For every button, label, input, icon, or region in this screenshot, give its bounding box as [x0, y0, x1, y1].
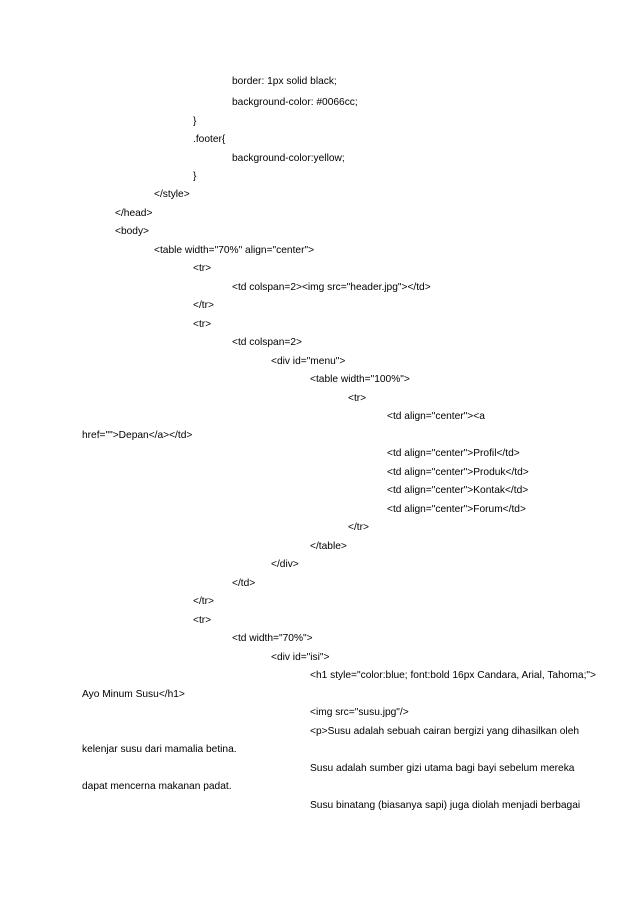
code-line: Susu adalah sumber gizi utama bagi bayi sebelum mereka	[310, 763, 575, 774]
code-line: </head>	[115, 208, 153, 219]
code-line: </tr>	[348, 522, 369, 533]
code-line: <h1 style="color:blue; font:bold 16px Candara, Arial, Tahoma;">	[310, 670, 596, 681]
code-line: <tr>	[193, 615, 212, 626]
code-line: }	[193, 116, 197, 127]
code-line: kelenjar susu dari mamalia betina.	[82, 744, 237, 755]
code-line: </td>	[232, 578, 256, 589]
code-line: </tr>	[193, 300, 214, 311]
code-line: </table>	[310, 541, 347, 552]
code-line: Susu binatang (biasanya sapi) juga diolah menjadi berbagai	[310, 800, 581, 811]
code-line: </style>	[154, 189, 190, 200]
code-line: <img src="susu.jpg"/>	[310, 707, 409, 718]
code-line: Ayo Minum Susu</h1>	[82, 689, 185, 700]
code-line: <div id="isi">	[271, 652, 330, 663]
code-line: </div>	[271, 559, 299, 570]
code-line: dapat mencerna makanan padat.	[82, 781, 232, 792]
code-line: <td align="center"><a	[387, 411, 485, 422]
code-line: <td colspan=2>	[232, 337, 302, 348]
code-line: href="">Depan</a></td>	[82, 430, 193, 441]
code-line: </tr>	[193, 596, 214, 607]
code-line: <td align="center">Produk</td>	[387, 467, 529, 478]
code-line: <table width="100%">	[310, 374, 410, 385]
code-line: background-color: #0066cc;	[232, 97, 358, 108]
code-line: <tr>	[193, 263, 212, 274]
code-line: border: 1px solid black;	[232, 76, 337, 87]
code-line: <body>	[115, 226, 149, 237]
code-line: <table width="70%" align="center">	[154, 245, 315, 256]
code-line: <tr>	[348, 393, 367, 404]
code-line: background-color:yellow;	[232, 153, 345, 164]
code-line: <td align="center">Profil</td>	[387, 448, 520, 459]
code-line: <td width="70%">	[232, 633, 313, 644]
code-line: <td align="center">Kontak</td>	[387, 485, 529, 496]
code-line: <td align="center">Forum</td>	[387, 504, 526, 515]
code-line: <div id="menu">	[271, 356, 346, 367]
code-line: }	[193, 171, 197, 182]
code-line: <td colspan=2><img src="header.jpg"></td>	[232, 282, 431, 293]
code-line: <p>Susu adalah sebuah cairan bergizi yang dihasilkan oleh	[310, 726, 580, 737]
code-line: .footer{	[193, 134, 226, 145]
code-line: <tr>	[193, 319, 212, 330]
